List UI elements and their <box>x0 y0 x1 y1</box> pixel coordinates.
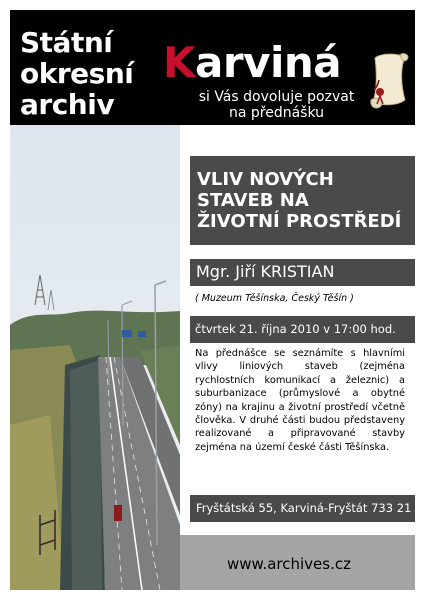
city-rest: arviná <box>195 38 342 87</box>
title-box <box>190 156 415 245</box>
city-first-letter: K <box>163 38 196 87</box>
invitation-line1: si Vás dovoluje pozvat <box>198 89 355 105</box>
lecturer-box <box>190 259 415 286</box>
lecture-title-line1: VLIV NOVÝCH <box>197 169 334 190</box>
address: Fryštátská 55, Karviná-Fryštát 733 21 <box>196 501 412 515</box>
lecture-title-line2: STAVEB NA <box>197 190 309 211</box>
archive-name-line2: okresní <box>20 57 134 90</box>
invitation-text <box>184 89 369 121</box>
footer <box>180 535 415 590</box>
header <box>10 10 415 125</box>
archive-name <box>20 27 133 120</box>
scroll-icon <box>367 50 411 112</box>
lecturer-name: Mgr. Jiří KRISTIAN <box>196 262 335 281</box>
lecture-title-line3: ŽIVOTNÍ PROSTŘEDÍ <box>197 211 402 232</box>
invitation-line2: na přednášku <box>228 105 325 121</box>
lecture-description: Na přednášce se seznámíte s hlavními vlivy liniových staveb (zejména rychlostních komunikací a železnic) a suburbanizace (průmyslové a obytné zóny) na krajinu a životní prostředí včetně člověka. V druhé části budou představeny realizované a připravované stavby zejména na území české části Těšínska. <box>195 348 405 453</box>
poster <box>10 10 415 588</box>
website-link[interactable]: www.archives.cz <box>227 555 351 573</box>
archive-name-line1: Státní <box>20 26 113 59</box>
city-name <box>163 40 341 86</box>
lecturer-affiliation: ( Muzeum Těšínska, Český Těšín ) <box>195 293 354 304</box>
date-box <box>190 316 415 343</box>
address-box <box>190 495 415 522</box>
archive-name-line3: archiv <box>20 88 115 121</box>
lecture-title <box>197 169 401 232</box>
lecture-date: čtvrtek 21. října 2010 v 17:00 hod. <box>195 322 396 336</box>
highway-photo <box>10 125 180 590</box>
